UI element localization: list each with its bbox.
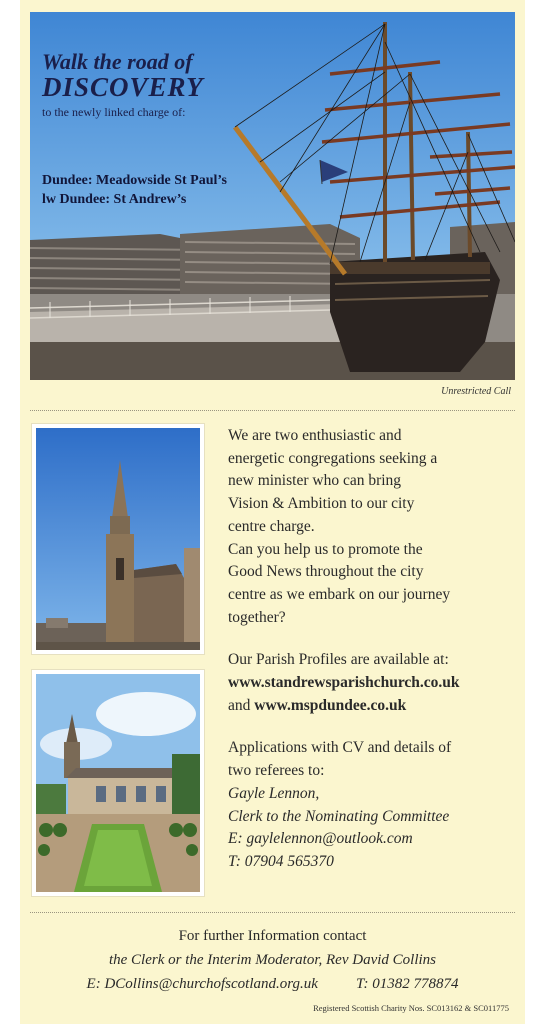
question-line-2: Good News throughout the city: [228, 563, 424, 581]
footer-line-1: For further Information contact: [178, 928, 367, 944]
call-type: Unrestricted Call: [441, 386, 511, 397]
profiles-and: and: [228, 696, 251, 714]
charge-names: [42, 171, 227, 209]
footer-phone: T: 01382 778874: [355, 976, 459, 992]
church-garden-illustration: [36, 674, 200, 892]
advert-panel: [20, 0, 525, 1024]
body-text: [228, 425, 520, 874]
profiles-label: Our Parish Profiles are available at:: [228, 651, 449, 669]
question-line-4: together?: [228, 608, 286, 626]
charge-line-2: lw Dundee: St Andrew’s: [42, 192, 187, 207]
question-line-1: Can you help us to promote the: [228, 540, 423, 558]
contact-name: Gayle Lennon,: [228, 784, 320, 802]
headline-line-2: DISCOVERY: [42, 72, 204, 102]
hero-photo-ship: [30, 12, 515, 380]
dotted-divider: [30, 410, 515, 411]
intro-line-3: new minister who can bring: [228, 472, 402, 490]
profiles-link-standrews[interactable]: www.standrewsparishchurch.co.uk: [228, 674, 460, 692]
footer-email[interactable]: E: DCollins@churchofscotland.org.uk: [86, 976, 318, 992]
contact-phone: T: 07904 565370: [228, 852, 334, 870]
intro-line-4: Vision & Ambition to our city: [228, 495, 415, 513]
headline-line-3: to the newly linked charge of:: [42, 105, 186, 119]
church-spire-illustration: [36, 428, 200, 650]
contact-role: Clerk to the Nominating Committee: [228, 807, 450, 825]
charge-line-1: Dundee: Meadowside St Paul’s: [42, 173, 227, 188]
headline-line-1: Walk the road of: [42, 49, 193, 74]
intro-line-1: We are two enthusiastic and: [228, 427, 402, 444]
intro-line-2: energetic congregations seeking a: [228, 449, 438, 467]
applications-line-1: Applications with CV and details of: [228, 739, 452, 757]
photo-church-garden: [32, 670, 204, 896]
contact-email[interactable]: E: gaylelennon@outlook.com: [228, 830, 413, 848]
charity-notice: Registered Scottish Charity Nos. SC013162 & SC011775: [313, 1003, 509, 1013]
footer-contact: [30, 924, 515, 996]
intro-line-5: centre charge.: [228, 517, 315, 535]
profiles-link-msp[interactable]: www.mspdundee.co.uk: [254, 696, 407, 714]
headline: [42, 50, 204, 120]
footer-line-2: the Clerk or the Interim Moderator, Rev David Collins: [108, 952, 437, 968]
question-line-3: centre as we embark on our journey: [228, 585, 451, 603]
photo-church-spire: [32, 424, 204, 654]
dotted-divider-bottom: [30, 912, 515, 913]
applications-line-2: two referees to:: [228, 762, 325, 780]
